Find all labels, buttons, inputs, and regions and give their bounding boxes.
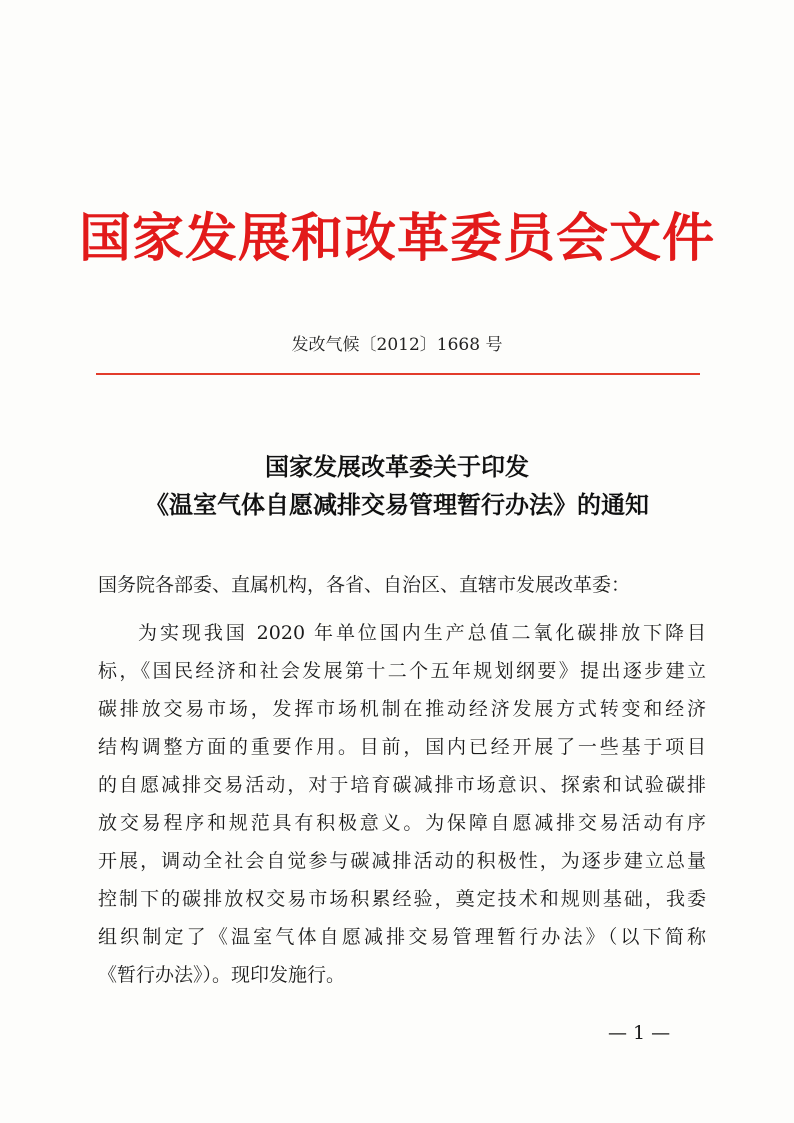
page-number: — 1 — <box>608 1022 671 1044</box>
body-line: 结构调整方面的重要作用。目前，国内已经开展了一些基于项目 <box>98 736 706 758</box>
red-divider-line <box>96 373 700 375</box>
body-paragraph <box>98 614 706 994</box>
notice-title <box>60 448 734 525</box>
issuing-authority-title: 国家发展和改革委员会文件 <box>78 208 715 269</box>
body-line: 标，《国民经济和社会发展第十二个五年规划纲要》提出逐步建立 <box>98 660 706 682</box>
body-line: 的自愿减排交易活动，对于培育碳减排市场意识、探索和试验碳排 <box>98 774 706 796</box>
body-line: 碳排放交易市场，发挥市场机制在推动经济发展方式转变和经济 <box>98 698 706 720</box>
body-line: 为实现我国 2020 年单位国内生产总值二氧化碳排放下降目 <box>138 622 706 644</box>
body-line: 开展，调动全社会自觉参与碳减排活动的积极性，为逐步建立总量 <box>98 850 706 872</box>
document-number: 发改气候〔2012〕1668 号 <box>291 335 503 355</box>
body-line: 《暂行办法》）。现印发施行。 <box>98 964 346 986</box>
body-line: 控制下的碳排放权交易市场积累经验，奠定技术和规则基础，我委 <box>98 888 706 910</box>
addressee: 国务院各部委、直属机构，各省、自治区、直辖市发展改革委： <box>98 574 631 596</box>
notice-title-line-2: 《温室气体自愿减排交易管理暂行办法》的通知 <box>145 490 649 520</box>
notice-title-line-1: 国家发展改革委关于印发 <box>265 452 529 481</box>
body-line: 放交易程序和规范具有积极意义。为保障自愿减排交易活动有序 <box>98 812 706 834</box>
body-line: 组织制定了《温室气体自愿减排交易管理暂行办法》（以下简称 <box>98 926 706 948</box>
